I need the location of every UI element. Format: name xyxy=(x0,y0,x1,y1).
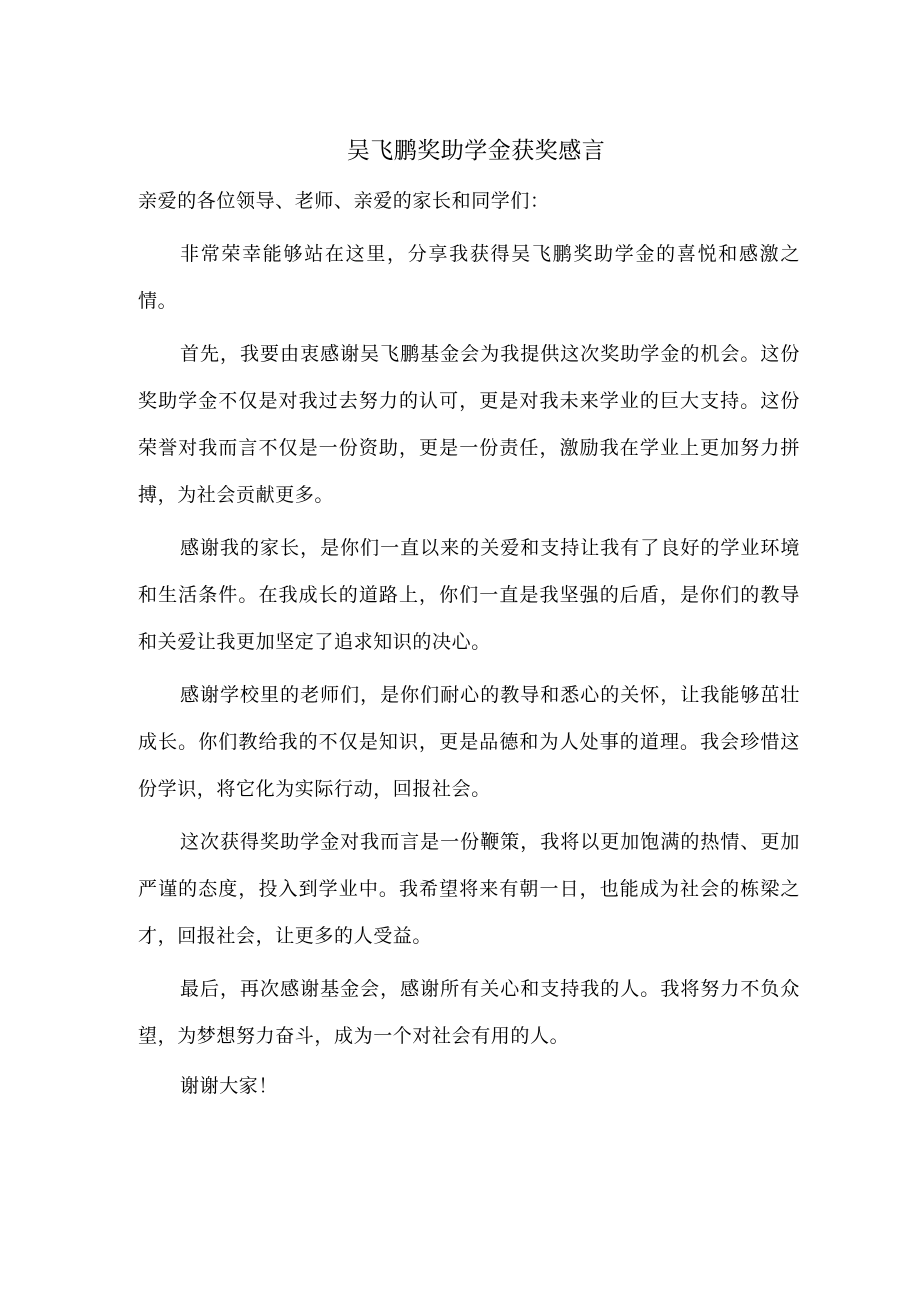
paragraph-5: 这次获得奖助学金对我而言是一份鞭策，我将以更加饱满的热情、更加严谨的态度，投入到学业中。我希望将来有朝一日，也能成为社会的栋梁之才，回报社会，让更多的人受益。 xyxy=(138,831,800,947)
paragraph-3: 感谢我的家长，是你们一直以来的关爱和支持让我有了良好的学业环境和生活条件。在我成长的道路上，你们一直是我坚强的后盾，是你们的教导和关爱让我更加坚定了追求知识的决心。 xyxy=(138,537,800,653)
paragraph-1: 非常荣幸能够站在这里，分享我获得吴飞鹏奖助学金的喜悦和感激之情。 xyxy=(138,243,800,312)
paragraph-6: 最后，再次感谢基金会，感谢所有关心和支持我的人。我将努力不负众望，为梦想努力奋斗，成为一个对社会有用的人。 xyxy=(138,978,800,1047)
closing-line: 谢谢大家！ xyxy=(180,1075,279,1097)
paragraph-4: 感谢学校里的老师们，是你们耐心的教导和悉心的关怀，让我能够茁壮成长。你们教给我的不仅是知识，更是品德和为人处事的道理。我会珍惜这份学识，将它化为实际行动，回报社会。 xyxy=(138,684,800,800)
paragraph-2: 首先，我要由衷感谢吴飞鹏基金会为我提供这次奖助学金的机会。这份奖助学金不仅是对我过去努力的认可，更是对我未来学业的巨大支持。这份荣誉对我而言不仅是一份资助，更是一份责任，激励我在学业上更加努力拼搏，为社会贡献更多。 xyxy=(138,343,800,506)
salutation: 亲爱的各位领导、老师、亲爱的家长和同学们： xyxy=(138,190,550,212)
document-title: 吴飞鹏奖助学金获奖感言 xyxy=(346,138,606,164)
